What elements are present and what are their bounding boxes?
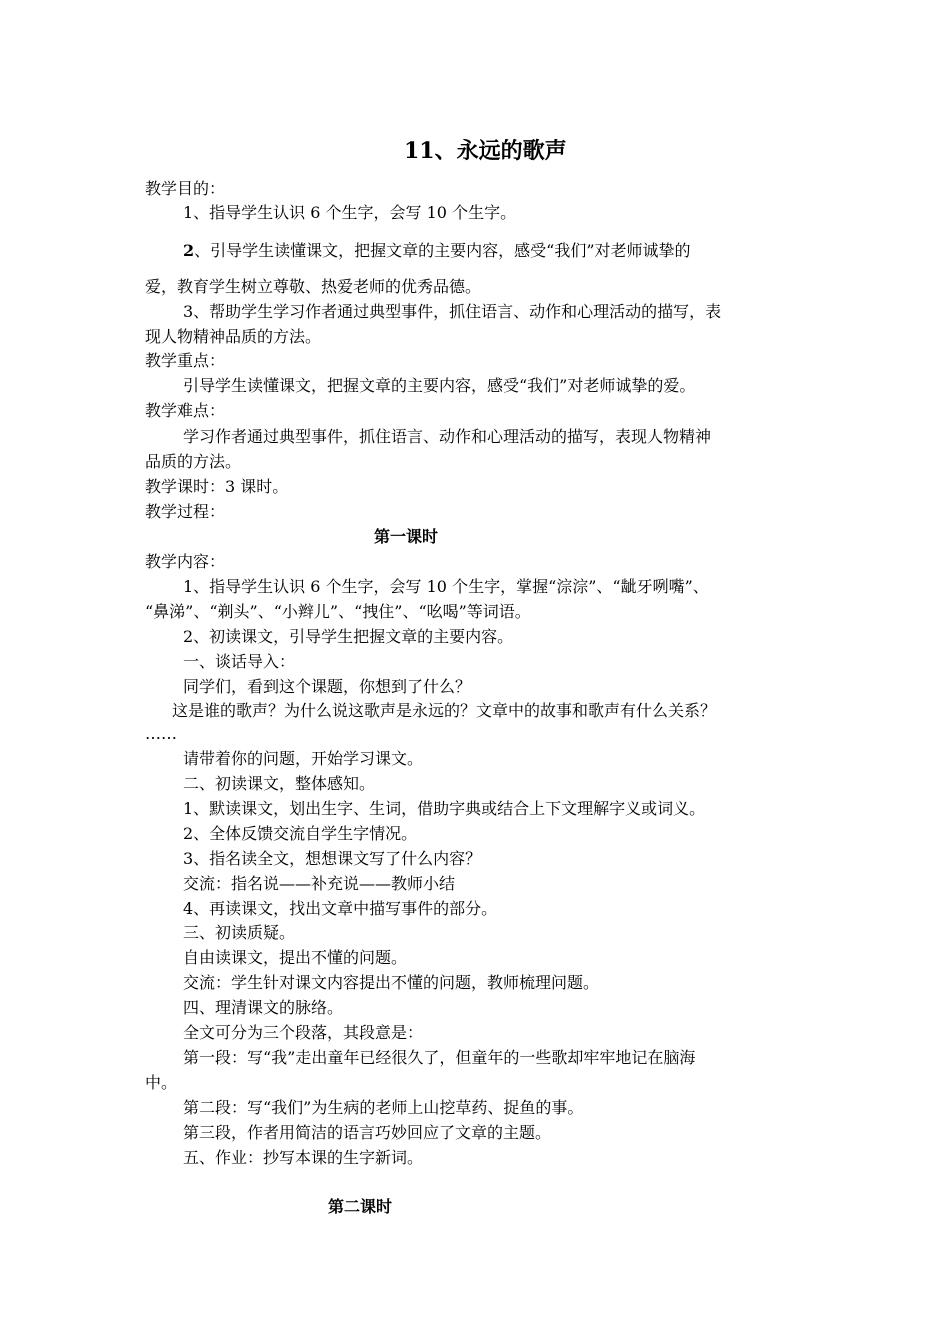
section-1-heading: 一、谈话导入：: [183, 652, 296, 671]
objective-2-line-1: [183, 241, 691, 261]
periods: 教学课时：3 课时。: [145, 477, 289, 496]
lesson-1-content-heading: 教学内容：: [145, 552, 226, 571]
document-title: 11、永远的歌声: [404, 138, 567, 164]
section-4-item-2-line-2: 中。: [145, 1073, 178, 1092]
objective-1: 1、指导学生认识 6 个生字，会写 10 个生字。: [183, 203, 517, 222]
section-2-exchange: 交流：指名说——补充说——教师小结: [183, 874, 456, 893]
section-3-heading: 三、初读质疑。: [183, 923, 296, 942]
lesson-1-heading: 第一课时: [374, 527, 439, 546]
section-3-item-1: 自由读课文，提出不懂的问题。: [183, 948, 408, 967]
objective-3-line-2: 现人物精神品质的方法。: [145, 327, 322, 346]
section-4-item-3: 第二段：写“我们”为生病的老师上山挖草药、捉鱼的事。: [183, 1098, 584, 1117]
objectives-heading: 教学目的：: [145, 179, 226, 198]
objective-2-line-2: 爱，教育学生树立尊敬、热爱老师的优秀品德。: [145, 277, 482, 296]
section-2-heading: 二、初读课文，整体感知。: [183, 774, 376, 793]
lesson-2-heading: 第二课时: [328, 1197, 393, 1216]
section-1-question-a: 同学们，看到这个课题，你想到了什么？: [183, 677, 472, 696]
lesson-1-content-1-line-1: 1、指导学生认识 6 个生字，会写 10 个生字，掌握“淙淙”、“龇牙咧嘴”、: [183, 577, 709, 596]
section-1-question-b: 这是谁的歌声？为什么说这歌声是永远的？文章中的故事和歌声有什么关系？: [172, 701, 717, 720]
section-4-item-1: 全文可分为三个段落，其段意是：: [183, 1023, 424, 1042]
difficulties-line-1: 学习作者通过典型事件，抓住语言、动作和心理活动的描写，表现人物精神: [183, 427, 712, 446]
difficulties-heading: 教学难点：: [145, 401, 226, 420]
difficulties-line-2: 品质的方法。: [145, 452, 242, 471]
section-2-item-3: 3、指名读全文，想想课文写了什么内容？: [183, 849, 482, 868]
section-1-prompt: 请带着你的问题，开始学习课文。: [183, 749, 424, 768]
key-points-text: 引导学生读懂课文，把握文章的主要内容，感受“我们”对老师诚挚的爱。: [183, 376, 696, 395]
key-points-heading: 教学重点：: [145, 351, 226, 370]
objective-2-text: 、引导学生读懂课文，把握文章的主要内容，感受“我们”对老师诚挚的: [194, 241, 691, 260]
objective-3-line-1: 3、帮助学生学习作者通过典型事件，抓住语言、动作和心理活动的描写，表: [183, 302, 722, 321]
lesson-1-content-1-line-2: “鼻涕”、“剃头”、“小辫儿”、“拽住”、“吆喝”等词语。: [145, 602, 531, 621]
section-5-homework: 五、作业：抄写本课的生字新词。: [183, 1148, 424, 1167]
section-4-item-4: 第三段，作者用简洁的语言巧妙回应了文章的主题。: [183, 1123, 552, 1142]
section-4-heading: 四、理清课文的脉络。: [183, 998, 344, 1017]
section-4-item-2-line-1: 第一段：写“我”走出童年已经很久了，但童年的一些歌却牢牢地记在脑海: [183, 1048, 696, 1067]
section-3-item-2: 交流：学生针对课文内容提出不懂的问题，教师梳理问题。: [183, 973, 600, 992]
section-2-item-4: 4、再读课文，找出文章中描写事件的部分。: [183, 899, 498, 918]
section-2-item-1: 1、默读课文，划出生字、生词，借助字典或结合上下文理解字义或词义。: [183, 799, 706, 818]
process-heading: 教学过程：: [145, 502, 226, 521]
lesson-1-content-2: 2、初读课文，引导学生把握文章的主要内容。: [183, 627, 514, 646]
section-1-ellipsis: ……: [145, 724, 177, 743]
section-2-item-2: 2、全体反馈交流自学生字情况。: [183, 824, 418, 843]
objective-2-number: 2: [183, 241, 195, 260]
